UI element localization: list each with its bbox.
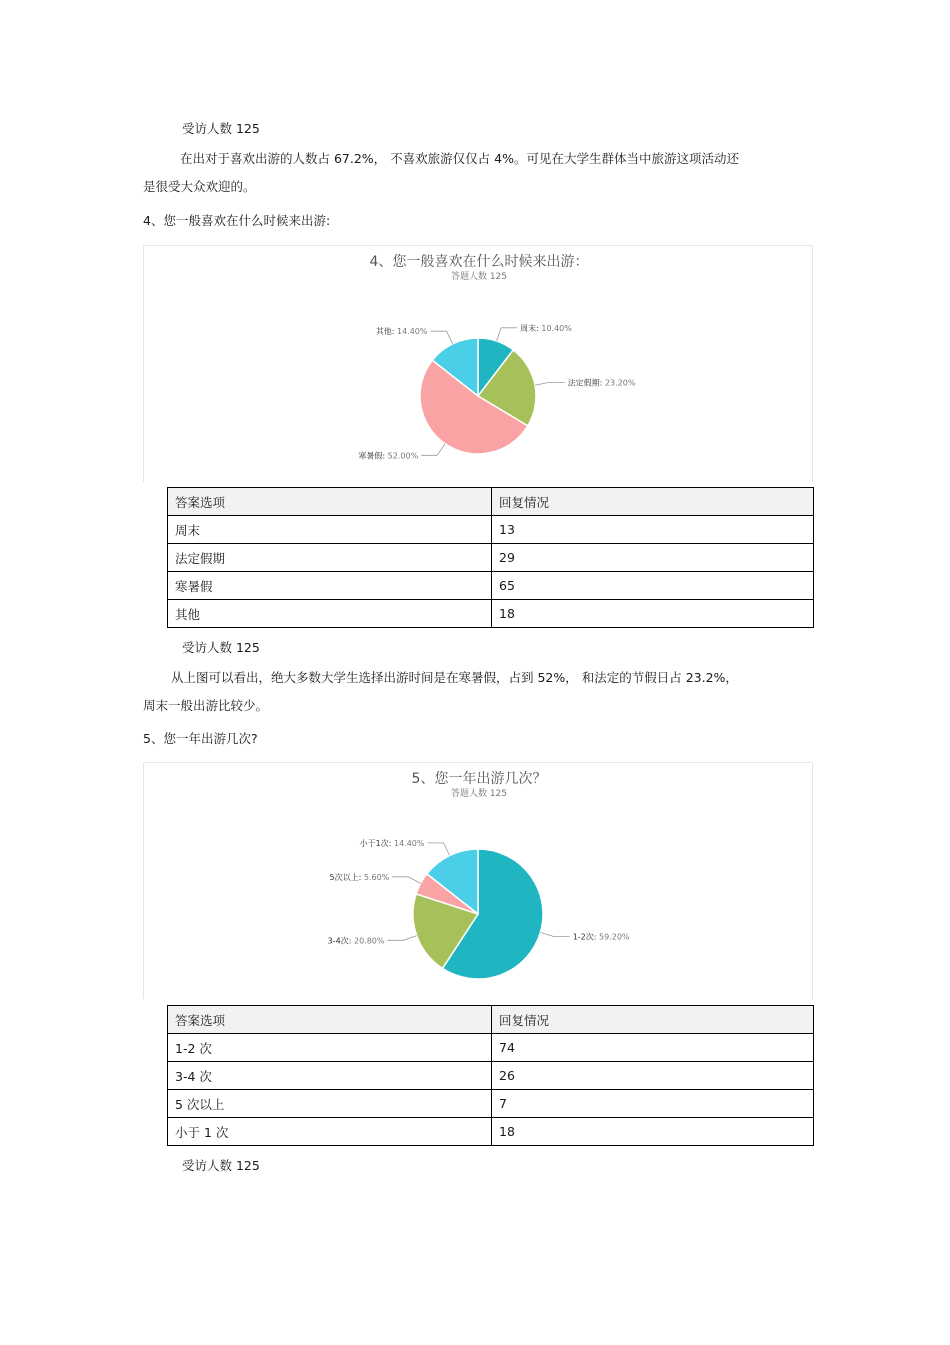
header-option: 答案选项	[168, 488, 492, 516]
q5-slice-label-0: 1-2次: 59.20%	[572, 932, 630, 942]
row-count: 18	[492, 600, 814, 628]
row-option: 小于 1 次	[168, 1118, 492, 1146]
table-header-row	[168, 1006, 814, 1034]
q5-answer-table	[167, 1005, 814, 1146]
row-count: 29	[492, 544, 814, 572]
q4-slice-label-3: 其他: 14.40%	[375, 327, 428, 337]
q5-slice-label-2: 5次以上: 5.60%	[329, 872, 390, 882]
row-option: 1-2 次	[168, 1034, 492, 1062]
table-row	[168, 1090, 814, 1118]
q4-chart-subtitle: 答题人数 125	[450, 272, 508, 282]
row-option: 周末	[168, 516, 492, 544]
row-count: 18	[492, 1118, 814, 1146]
row-count: 74	[492, 1034, 814, 1062]
header-reply: 回复情况	[492, 488, 814, 516]
q5-pie-chart-svg	[144, 763, 812, 999]
q4-slice-label-1: 法定假期: 23.20%	[567, 378, 636, 388]
table-row	[168, 1118, 814, 1146]
paragraph-q3-line1: 在出对于喜欢出游的人数占 67.2%， 不喜欢旅游仅仅占 4%。可见在大学生群体当中旅游这项活动还	[180, 151, 739, 166]
table-row	[168, 600, 814, 628]
q5-chart-title: 5、您一年出游几次？	[411, 771, 547, 787]
q5-leader-line-0	[540, 933, 569, 937]
header-option: 答案选项	[168, 1006, 492, 1034]
table-row	[168, 1034, 814, 1062]
row-option: 寒暑假	[168, 572, 492, 600]
q5-slice-label-1: 3-4次: 20.80%	[327, 936, 385, 946]
q4-slice-label-2: 寒暑假: 52.00%	[358, 451, 419, 461]
row-option: 5 次以上	[168, 1090, 492, 1118]
q4-leader-line-2	[421, 444, 445, 456]
table-row	[168, 516, 814, 544]
q4-chart-title: 4、您一般喜欢在什么时候来出游：	[369, 254, 589, 270]
q4-leader-line-1	[535, 383, 565, 386]
q4-heading: 4、您一般喜欢在什么时候来出游:	[143, 213, 331, 228]
paragraph-q3-line2: 是很受大众欢迎的。	[143, 179, 256, 194]
q5-leader-line-2	[392, 877, 420, 884]
q4-slice-label-0: 周末: 10.40%	[520, 323, 572, 333]
q4-leader-line-3	[431, 331, 453, 344]
row-count: 13	[492, 516, 814, 544]
q5-pie-chart	[143, 762, 813, 999]
respondents-count-top: 受访人数 125	[182, 121, 260, 136]
respondents-count-q4: 受访人数 125	[182, 640, 260, 655]
header-reply: 回复情况	[492, 1006, 814, 1034]
q5-leader-line-1	[388, 936, 417, 941]
q5-leader-line-3	[428, 843, 450, 856]
paragraph-q4-line1: 从上图可以看出，绝大多数大学生选择出游时间是在寒暑假，占到 52%， 和法定的节假日占 23.2%，	[171, 670, 738, 685]
q5-chart-subtitle: 答题人数 125	[450, 789, 508, 799]
table-header-row	[168, 488, 814, 516]
q4-pie-chart-svg	[144, 246, 812, 482]
table-row	[168, 572, 814, 600]
table-row	[168, 1062, 814, 1090]
table-row	[168, 544, 814, 572]
row-option: 法定假期	[168, 544, 492, 572]
q4-leader-line-0	[497, 328, 517, 341]
q5-slice-label-3: 小于1次: 14.40%	[359, 838, 425, 848]
row-option: 其他	[168, 600, 492, 628]
row-count: 7	[492, 1090, 814, 1118]
row-option: 3-4 次	[168, 1062, 492, 1090]
row-count: 65	[492, 572, 814, 600]
q5-heading: 5、您一年出游几次?	[143, 731, 258, 746]
respondents-count-q5: 受访人数 125	[182, 1158, 260, 1173]
q4-pie-chart	[143, 245, 813, 482]
q4-answer-table	[167, 487, 814, 628]
paragraph-q4-line2: 周末一般出游比较少。	[143, 698, 269, 713]
row-count: 26	[492, 1062, 814, 1090]
